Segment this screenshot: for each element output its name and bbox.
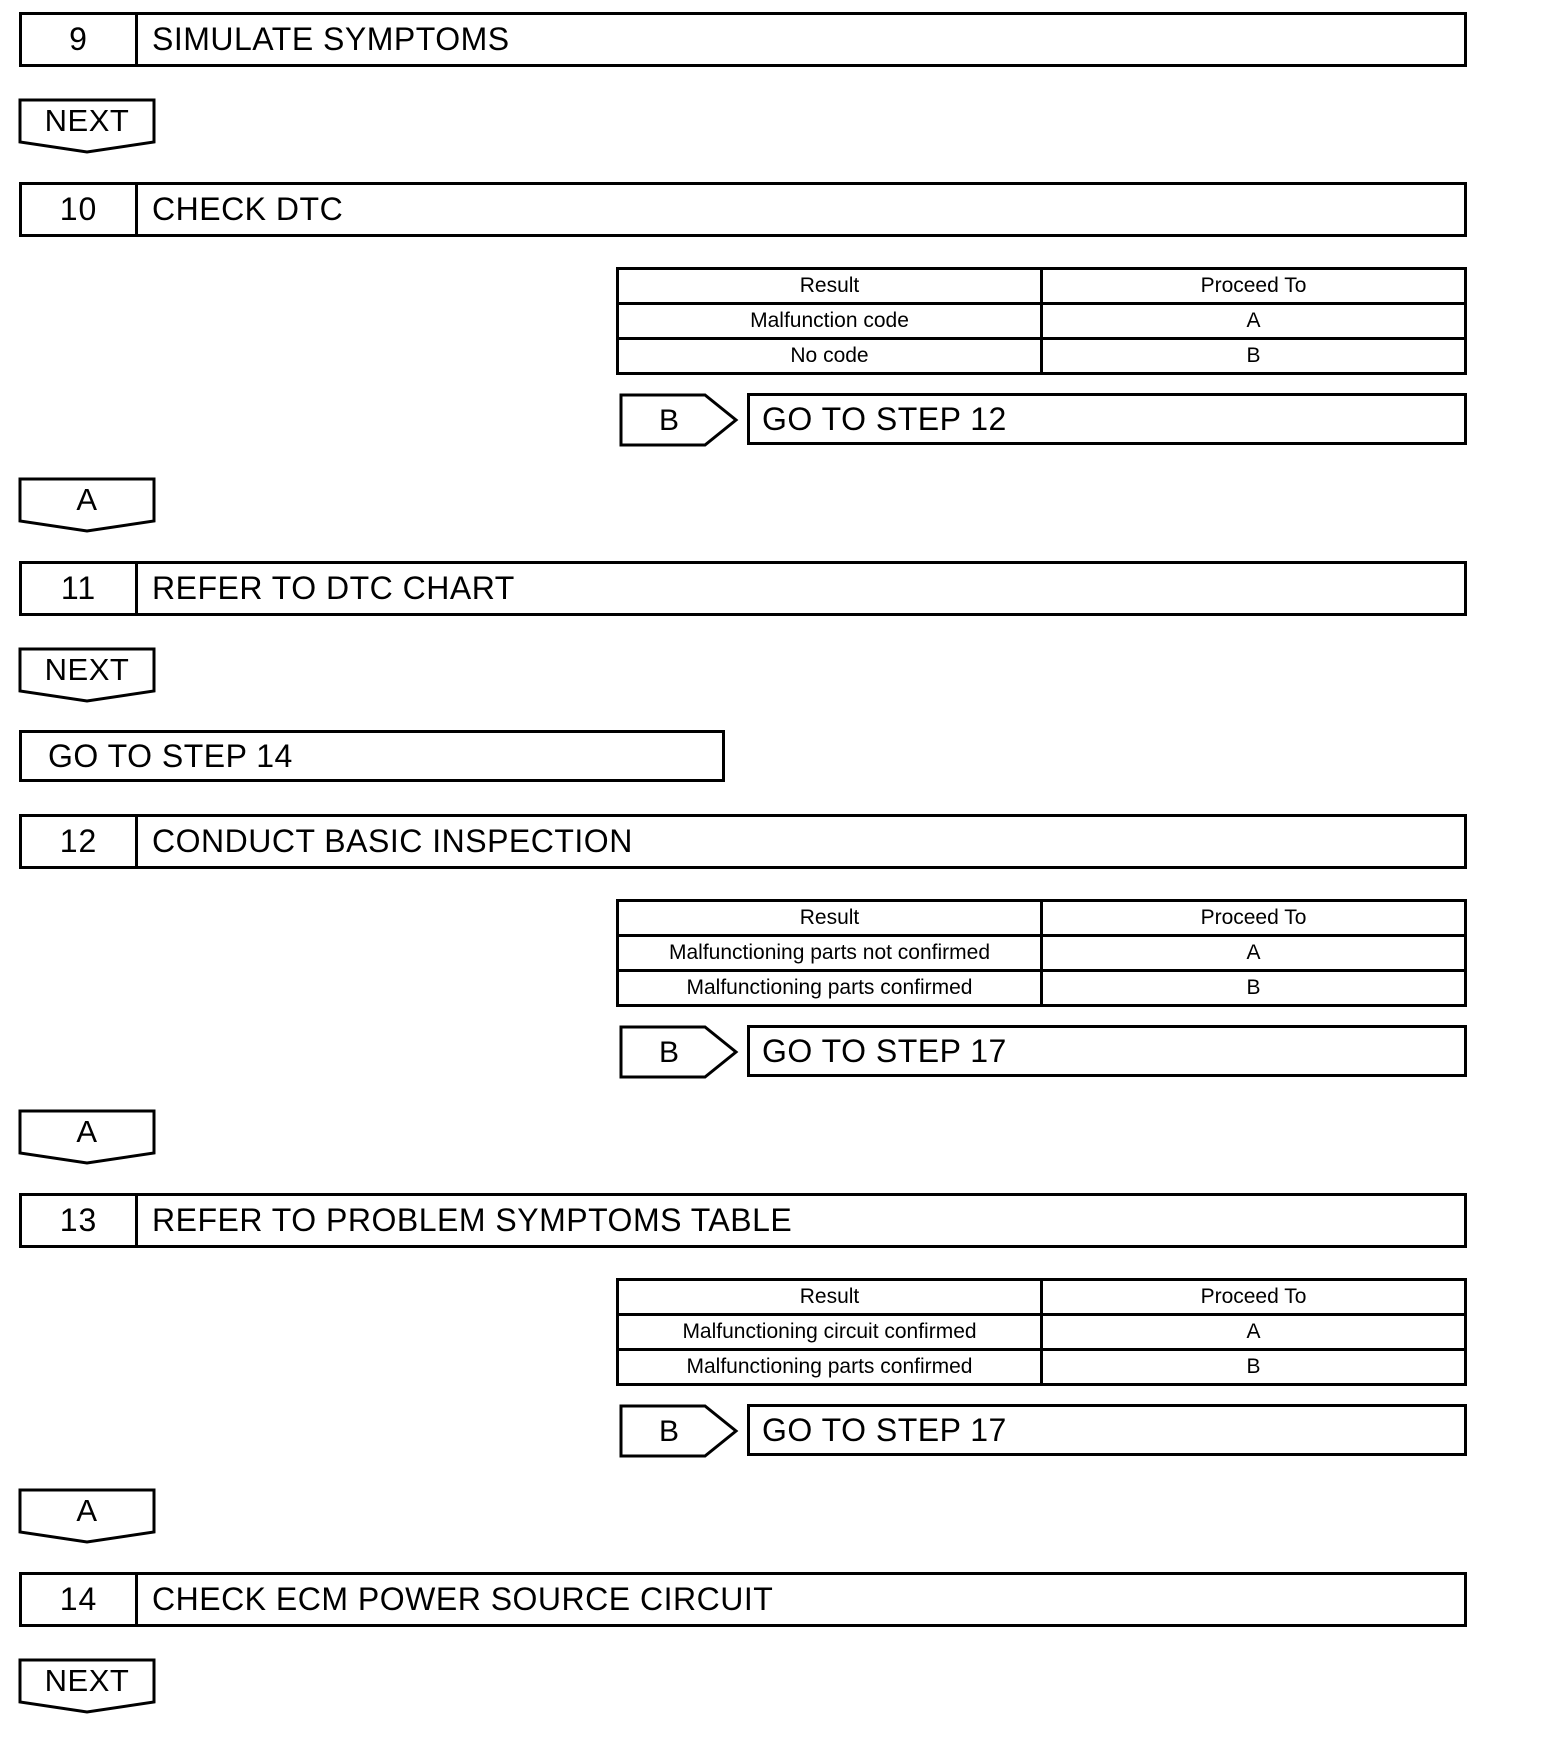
a-button[interactable] <box>18 477 156 535</box>
go-to-step-17[interactable]: GO TO STEP 17 <box>747 1404 1467 1456</box>
result-header: Result <box>618 269 1042 304</box>
result-table-step-10 <box>616 267 1467 375</box>
a-label: A <box>76 1114 98 1149</box>
step-number: 14 <box>22 1575 138 1624</box>
go-to-step-12[interactable]: GO TO STEP 12 <box>747 393 1467 445</box>
branch-b-button[interactable] <box>619 393 739 448</box>
proceed-header: Proceed To <box>1042 901 1466 936</box>
go-to-step-14[interactable]: GO TO STEP 14 <box>19 730 725 782</box>
table-row <box>618 936 1466 971</box>
table-row <box>618 339 1466 374</box>
step-title: REFER TO DTC CHART <box>152 570 515 606</box>
branch-label: B <box>658 1414 679 1448</box>
result-cell: Malfunctioning parts not confirmed <box>618 936 1042 971</box>
step-title: CHECK ECM POWER SOURCE CIRCUIT <box>152 1581 774 1617</box>
next-label: NEXT <box>44 652 130 687</box>
step-number: 13 <box>22 1196 138 1245</box>
table-row <box>618 1350 1466 1385</box>
step-title: CHECK DTC <box>152 191 344 227</box>
a-label: A <box>76 1493 98 1528</box>
result-cell: Malfunctioning parts confirmed <box>618 971 1042 1006</box>
table-header-row <box>618 269 1466 304</box>
result-cell: No code <box>618 339 1042 374</box>
next-button[interactable] <box>18 98 156 156</box>
table-header-row <box>618 1280 1466 1315</box>
proceed-cell: A <box>1042 1315 1466 1350</box>
step-title: SIMULATE SYMPTOMS <box>152 21 510 57</box>
a-button[interactable] <box>18 1488 156 1546</box>
table-row <box>618 1315 1466 1350</box>
step-12-header <box>19 814 1467 869</box>
proceed-header: Proceed To <box>1042 1280 1466 1315</box>
table-row <box>618 304 1466 339</box>
step-title: REFER TO PROBLEM SYMPTOMS TABLE <box>152 1202 793 1238</box>
result-header: Result <box>618 901 1042 936</box>
result-table-step-13 <box>616 1278 1467 1386</box>
proceed-cell: B <box>1042 339 1466 374</box>
next-label: NEXT <box>44 1663 130 1698</box>
result-table-step-12 <box>616 899 1467 1007</box>
branch-label: B <box>658 1035 679 1069</box>
step-title: CONDUCT BASIC INSPECTION <box>152 823 633 859</box>
go-to-step-17[interactable]: GO TO STEP 17 <box>747 1025 1467 1077</box>
next-button[interactable] <box>18 1658 156 1716</box>
table-header-row <box>618 901 1466 936</box>
step-9-header <box>19 12 1467 67</box>
a-button[interactable] <box>18 1109 156 1167</box>
proceed-header: Proceed To <box>1042 269 1466 304</box>
step-number: 9 <box>22 15 138 64</box>
result-cell: Malfunctioning circuit confirmed <box>618 1315 1042 1350</box>
step-14-header <box>19 1572 1467 1627</box>
proceed-cell: A <box>1042 936 1466 971</box>
step-number: 10 <box>22 185 138 234</box>
branch-b-button[interactable] <box>619 1025 739 1080</box>
next-button[interactable] <box>18 647 156 705</box>
next-label: NEXT <box>44 103 130 138</box>
result-header: Result <box>618 1280 1042 1315</box>
result-cell: Malfunctioning parts confirmed <box>618 1350 1042 1385</box>
proceed-cell: B <box>1042 971 1466 1006</box>
step-10-header <box>19 182 1467 237</box>
table-row <box>618 971 1466 1006</box>
proceed-cell: A <box>1042 304 1466 339</box>
branch-label: B <box>658 403 679 437</box>
branch-b-button[interactable] <box>619 1404 739 1459</box>
proceed-cell: B <box>1042 1350 1466 1385</box>
step-13-header <box>19 1193 1467 1248</box>
step-11-header <box>19 561 1467 616</box>
a-label: A <box>76 482 98 517</box>
step-number: 12 <box>22 817 138 866</box>
result-cell: Malfunction code <box>618 304 1042 339</box>
step-number: 11 <box>22 564 138 613</box>
